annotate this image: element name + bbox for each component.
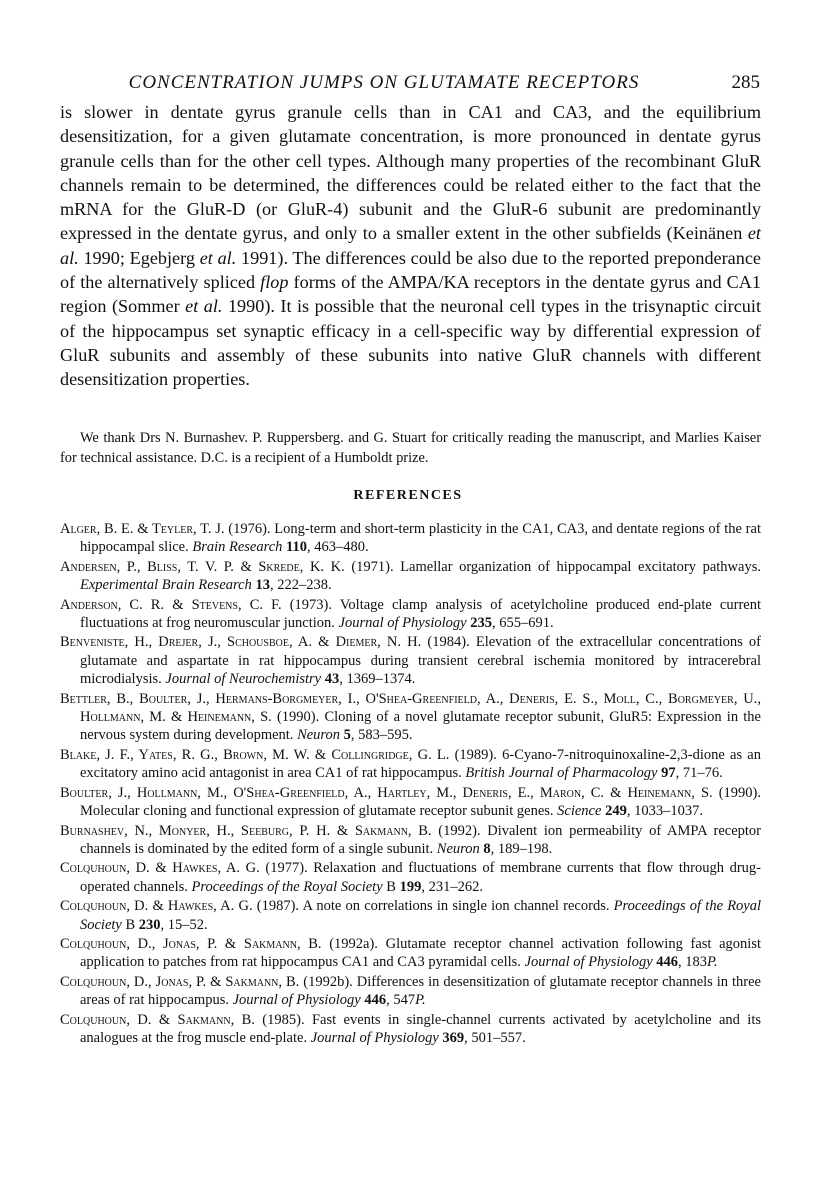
reference-page-suffix: P. xyxy=(415,992,426,1009)
reference-year: (1992a). xyxy=(321,935,386,952)
reference-pages: , 583–595. xyxy=(350,727,413,744)
reference-item xyxy=(60,973,761,1010)
reference-authors: Colquhoun, D., Jonas, P. & Sakmann, B. xyxy=(60,973,300,990)
reference-title: Elevation of the extracellular concentrations of glutamate and aspartate in rat hippocampus during transient cerebral ischemia monitored by intracerebral microdialysis. xyxy=(80,634,761,688)
reference-pages: , 231–262. xyxy=(421,878,483,895)
reference-authors: Colquhoun, D., Jonas, P. & Sakmann, B. xyxy=(60,935,322,952)
reference-item xyxy=(60,633,761,688)
reference-journal: Journal of Neurochemistry xyxy=(165,671,322,688)
reference-pages: , 1369–1374. xyxy=(339,671,416,688)
reference-authors: Colquhoun, D. & Hawkes, A. G. xyxy=(60,860,260,877)
reference-title: Long-term and short-term plasticity in the CA1, CA3, and dentate regions of the rat hippocampal slice. xyxy=(80,521,761,556)
reference-journal: British Journal of Pharmacology xyxy=(465,765,658,782)
reference-journal: Journal of Physiology xyxy=(338,615,467,632)
reference-pages: , 183 xyxy=(678,954,708,971)
running-title: CONCENTRATION JUMPS ON GLUTAMATE RECEPTORS xyxy=(128,72,640,93)
reference-item xyxy=(60,859,761,896)
reference-journal: Science xyxy=(557,803,602,820)
reference-page-suffix: P. xyxy=(707,954,718,971)
reference-title: Lamellar organization of hippocampal excitatory pathways. xyxy=(400,558,761,575)
body-text-run: 1991). The differences could be also due to the reported preponderance of the alternatively spliced xyxy=(60,247,761,293)
reference-journal: Journal of Physiology xyxy=(310,1029,439,1046)
et-al: et al. xyxy=(60,223,761,268)
reference-journal: Experimental Brain Research xyxy=(80,577,252,594)
reference-pages: , 1033–1037. xyxy=(626,803,703,820)
reference-journal: Journal of Physiology xyxy=(232,992,361,1009)
reference-year: (1985). xyxy=(254,1011,312,1028)
reference-journal: Proceedings of the Royal Society xyxy=(80,898,762,933)
reference-year: (1977). xyxy=(259,860,314,877)
reference-journal: Brain Research xyxy=(192,539,283,556)
reference-item xyxy=(60,520,761,557)
reference-volume: 5 xyxy=(343,727,351,744)
reference-pages: , 547 xyxy=(386,992,416,1009)
reference-pages: , 15–52. xyxy=(160,916,208,933)
reference-journal: Neuron xyxy=(297,727,341,744)
reference-title: 6-Cyano-7-nitroquinoxaline-2,3-dione as an excitatory amino acid antagonist in area CA1 of rat hippocampus. xyxy=(80,746,761,782)
reference-item xyxy=(60,935,761,972)
reference-authors: Andersen, P., Bliss, T. V. P. & Skrede, K. K. xyxy=(60,558,345,575)
reference-title: Fast events in single-channel currents activated by acetylcholine and its analogues at the frog muscle end-plate. xyxy=(80,1011,761,1046)
reference-pages: , 222–238. xyxy=(269,577,332,594)
reference-title: Cloning of a novel glutamate receptor subunit, GluR5: Expression in the nervous system during development. xyxy=(80,709,761,744)
reference-pages: , 501–557. xyxy=(464,1029,526,1046)
reference-year: (1989). xyxy=(449,746,503,763)
reference-pages: , 71–76. xyxy=(675,765,723,782)
reference-volume: 249 xyxy=(605,803,627,820)
reference-item xyxy=(60,1011,761,1048)
reference-journal: Journal of Physiology xyxy=(524,954,653,971)
reference-title: A note on correlations in single ion channel records. xyxy=(302,898,614,915)
running-head xyxy=(60,72,760,98)
reference-item xyxy=(60,746,761,783)
reference-series: B xyxy=(382,878,400,895)
body-text-run: 1990). It is possible that the neuronal cell types in the trisynaptic circuit of the hippocampus set synaptic efficacy in a cell-specific way by differential expression of GluR subunits and assembly of these subunits into native GluR channels with different desensitization properties. xyxy=(60,296,761,390)
reference-authors: Bettler, B., Boulter, J., Hermans-Borgmeyer, I., O'Shea-Greenfield, A., Deneris, E. S., Moll, C., Borgmeyer, U., Hollmann, M. & Heinemann, S. xyxy=(60,690,761,726)
references-heading: REFERENCES xyxy=(353,488,463,503)
reference-year: (1992b). xyxy=(299,973,357,990)
reference-authors: Colquhoun, D. & Hawkes, A. G. xyxy=(60,898,253,915)
reference-year: (1992). xyxy=(431,822,488,839)
reference-title: Differences in desensitization of glutamate receptor channels in three areas of rat hippocampus. xyxy=(80,973,761,1009)
reference-title: Voltage clamp analysis of acetylcholine produced end-plate current fluctuations at frog neuromuscular junction. xyxy=(80,596,761,632)
reference-title: Relaxation and fluctuations of membrane currents that flow through drug-operated channels. xyxy=(80,860,761,895)
reference-item xyxy=(60,822,761,859)
reference-pages: , 463–480. xyxy=(307,539,369,556)
reference-year: (1971). xyxy=(344,558,401,575)
references-list xyxy=(60,520,761,1048)
reference-authors: Anderson, C. R. & Stevens, C. F. xyxy=(60,596,282,613)
reference-volume: 13 xyxy=(255,577,270,594)
et-al: et al. xyxy=(185,296,223,317)
reference-title: Divalent ion permeability of AMPA receptor channels is dominated by the edited form of a single subunit. xyxy=(80,822,762,857)
reference-volume: 43 xyxy=(324,671,340,688)
acknowledgement: We thank Drs N. Burnashev. P. Ruppersberg. and G. Stuart for critically reading the manuscript, and Marlies Kaiser for technical assistance. D.C. is a recipient of a Humboldt prize. xyxy=(60,430,761,466)
body-text-run: is slower in dentate gyrus granule cells than in CA1 and CA3, and the equilibrium desensitization, for a given glutamate concentration, is more pronounced in dentate gyrus granule cells than for the other cell types. Although many properties of the recombinant GluR channels remain to be determined, the differences could be related either to the fact that the mRNA for the GluR-D (or GluR-4) subunit and the GluR-6 subunit are predominantly expressed in the dentate gyrus, and only to a smaller extent in the other subfields (Keinänen xyxy=(60,102,761,244)
reference-year: (1976). xyxy=(224,521,275,537)
reference-title: Glutamate receptor channel activation following fast agonist application to patches from rat hippocampus CA1 and CA3 pyramidal cells. xyxy=(80,935,761,971)
reference-authors: Blake, J. F., Yates, R. G., Brown, M. W. & Collingridge, G. L. xyxy=(60,746,450,763)
reference-journal: Proceedings of the Royal Society xyxy=(191,878,383,895)
body-paragraph xyxy=(60,100,761,392)
reference-volume: 446 xyxy=(656,954,679,971)
body-text-run: 1990; Egebjerg xyxy=(78,247,200,268)
reference-item xyxy=(60,596,761,633)
reference-volume: 110 xyxy=(286,539,307,556)
reference-volume: 230 xyxy=(138,916,161,933)
reference-volume: 199 xyxy=(399,878,422,895)
reference-authors: Burnashev, N., Monyer, H., Seeburg, P. H. & Sakmann, B. xyxy=(60,822,432,839)
reference-item xyxy=(60,897,761,934)
reference-pages: , 189–198. xyxy=(490,840,553,857)
reference-authors: Alger, B. E. & Teyler, T. J. xyxy=(60,521,225,537)
reference-year: (1973). xyxy=(281,596,340,613)
reference-volume: 235 xyxy=(470,615,492,632)
reference-volume: 369 xyxy=(442,1029,465,1046)
reference-title: Molecular cloning and functional expression of glutamate receptor subunit genes. xyxy=(80,803,558,820)
reference-year: (1984). xyxy=(421,634,476,651)
reference-year: (1990). xyxy=(271,709,325,726)
reference-pages: , 655–691. xyxy=(491,615,554,632)
reference-series: B xyxy=(121,916,139,933)
reference-item xyxy=(60,558,761,595)
reference-volume: 446 xyxy=(364,992,387,1009)
reference-journal: Neuron xyxy=(436,840,480,857)
reference-item xyxy=(60,690,761,745)
flop-term: flop xyxy=(260,272,289,293)
et-al: et al. xyxy=(199,247,237,268)
reference-volume: 8 xyxy=(483,840,491,857)
reference-authors: Colquhoun, D. & Sakmann, B. xyxy=(60,1011,255,1028)
reference-year: (1987). xyxy=(252,898,303,915)
reference-volume: 97 xyxy=(661,765,676,782)
reference-authors: Boulter, J., Hollmann, M., O'Shea-Greenfield, A., Hartley, M., Deneris, E., Maron, C. & Heinemann, S. xyxy=(60,784,713,801)
reference-authors: Benveniste, H., Drejer, J., Schousboe, A. & Diemer, N. H. xyxy=(60,634,422,651)
reference-item xyxy=(60,784,761,821)
body-text-run: forms of the AMPA/KA receptors in the dentate gyrus and CA1 region (Sommer xyxy=(60,272,762,317)
page-number: 285 xyxy=(731,72,760,93)
reference-year: (1990). xyxy=(712,784,761,801)
